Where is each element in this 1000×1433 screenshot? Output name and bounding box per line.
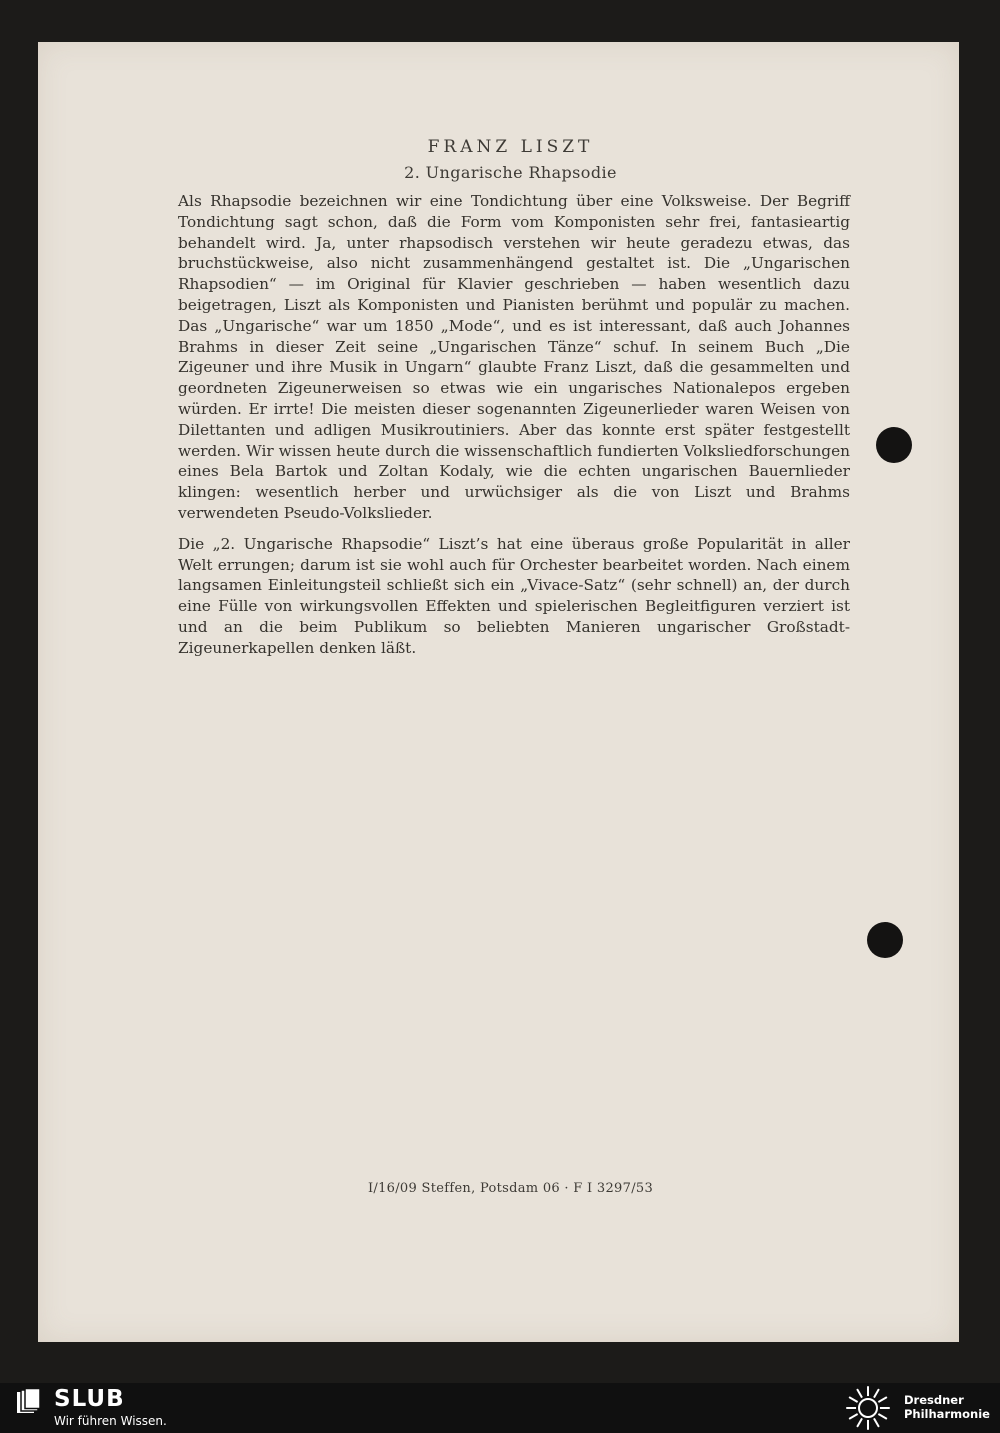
printer-imprint: I/16/09 Steffen, Potsdam 06 · F I 3297/53 xyxy=(367,1181,654,1196)
slub-logo-icon[interactable] xyxy=(14,1388,42,1416)
document-title: FRANZ LISZT xyxy=(427,137,594,157)
document-header xyxy=(38,137,983,182)
philharmonie-sun-icon[interactable] xyxy=(842,1385,894,1431)
philharmonie-name-line1: Dresdner xyxy=(904,1393,964,1407)
punch-hole xyxy=(867,922,903,958)
slub-brand[interactable]: SLUB xyxy=(54,1386,125,1412)
footer-bar xyxy=(0,1383,1000,1433)
philharmonie-name-line2: Philharmonie xyxy=(904,1407,990,1421)
philharmonie-name[interactable] xyxy=(904,1393,990,1421)
slub-tagline: Wir führen Wissen. xyxy=(54,1414,167,1428)
document-subtitle: 2. Ungarische Rhapsodie xyxy=(404,163,617,182)
paragraph: Die „2. Ungarische Rhapsodie“ Liszt’s hat eine überaus große Popularität in aller Welt errungen; darum ist sie wohl auch für Orchester bearbeitet worden. Nach einem langsamen Einleitungsteil schließt sich ein „Vivace-Satz“ (sehr schnell) an, der durch eine Fülle von wirkungsvollen Effekten und spielerischen Begleitfiguren verziert ist und an die beim Publikum so beliebten Manieren ungarischer Großstadt-Zigeunerkapellen denken läßt. xyxy=(178,534,850,657)
document-body xyxy=(178,191,850,669)
paragraph: Als Rhapsodie bezeichnen wir eine Tondichtung über eine Volksweise. Der Begriff Tondichtung sagt schon, daß die Form vom Komponisten sehr frei, fantasieartig behandelt wird. Ja, unter rhapsodisch verstehen wir heute geradezu etwas, das bruchstückweise, also nicht zusammenhängend gestaltet ist. Die „Ungarischen Rhapsodien“ — im Original für Klavier geschrieben — haben wesentlich dazu beigetragen, Liszt als Komponisten und Pianisten berühmt und populär zu machen. Das „Ungarische“ war um 1850 „Mode“, und es ist interessant, daß auch Johannes Brahms in dieser Zeit seine „Ungarischen Tänze“ schuf. In seinem Buch „Die Zigeuner und ihre Musik in Ungarn“ glaubte Franz Liszt, daß die gesammelten und geordneten Zigeunerweisen so etwas wie ein ungarisches Nationalepos ergeben würden. Er irrte! Die meisten dieser sogenannten Zigeunerlieder waren Weisen von Dilettanten und adligen Musikroutiniers. Aber das konnte erst später festgestellt werden. Wir wissen heute durch die wissenschaftlich fundierten Volksliedforschungen eines Bela Bartok und Zoltan Kodaly, wie die echten ungarischen Bauernlieder klingen: wesentlich herber und urwüchsiger als die von Liszt und Brahms verwendeten Pseudo-Volkslieder. xyxy=(178,192,850,522)
document-page xyxy=(38,42,959,1342)
punch-hole xyxy=(876,427,912,463)
